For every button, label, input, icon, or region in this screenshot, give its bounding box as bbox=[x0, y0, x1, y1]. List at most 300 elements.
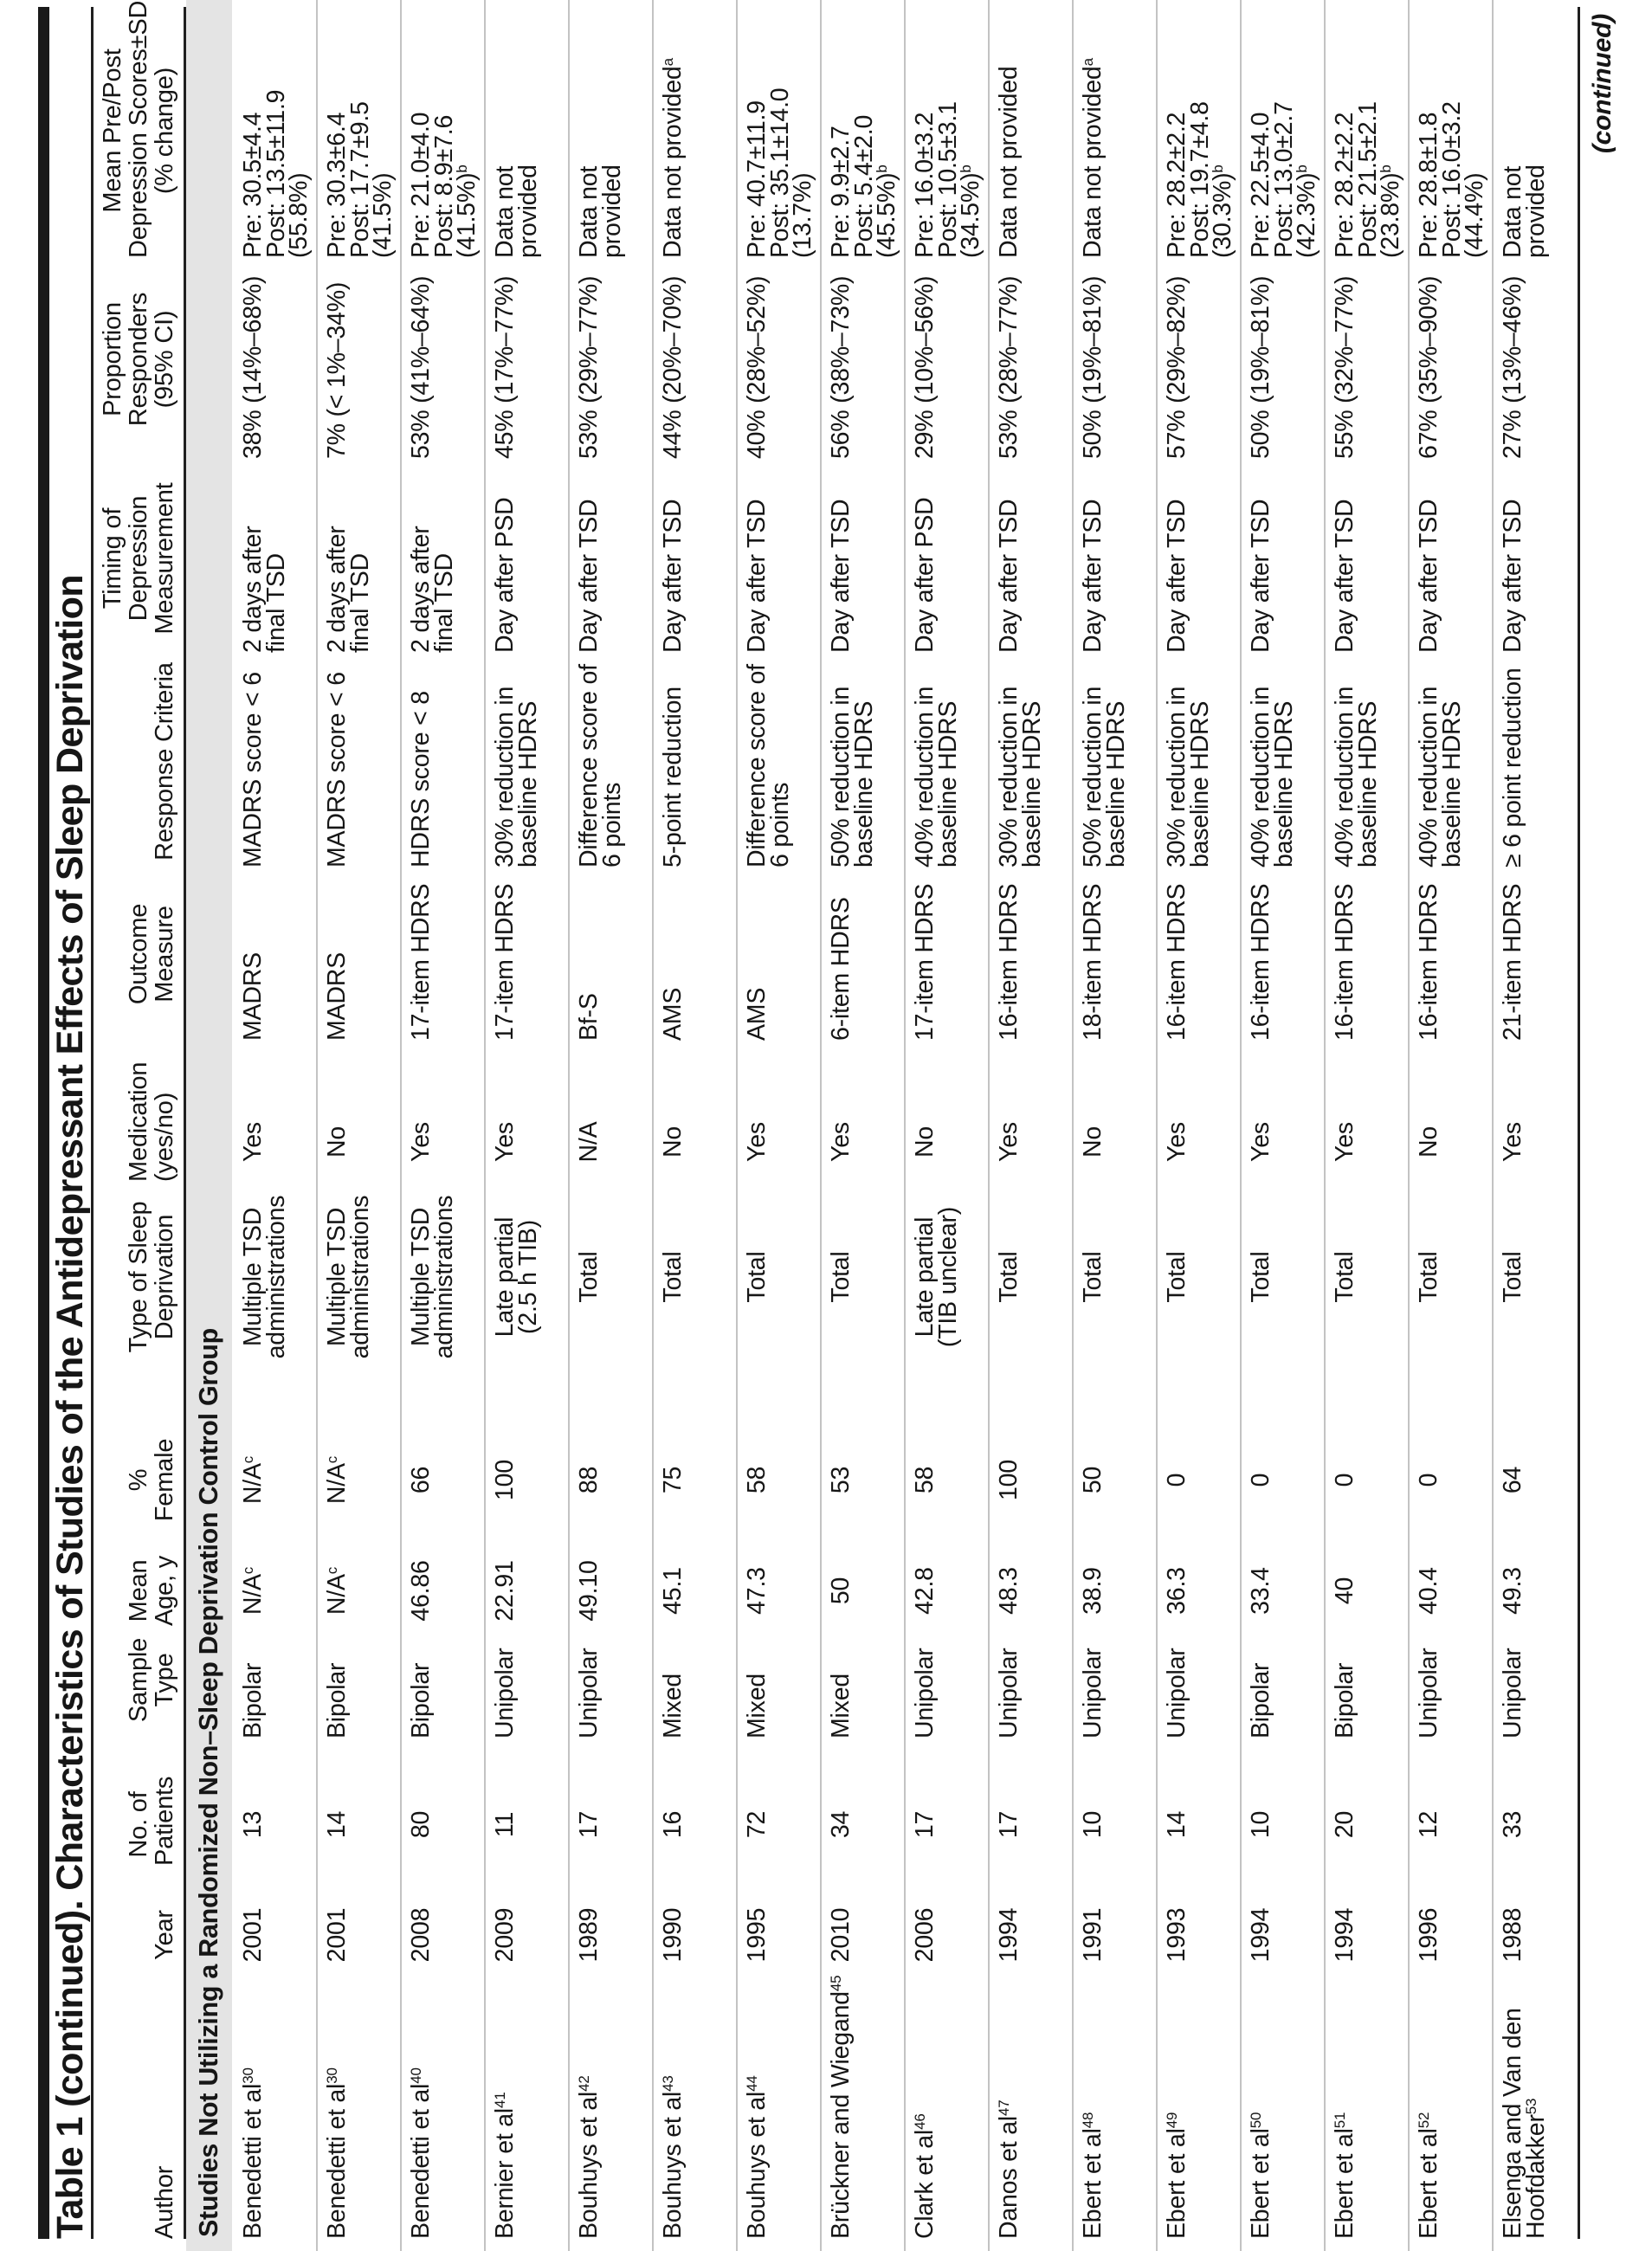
cell-line: 40% reduction in bbox=[1415, 686, 1442, 868]
cell-type bbox=[822, 1186, 853, 1368]
cell-line: Day after TSD bbox=[1163, 499, 1191, 653]
cell-response bbox=[906, 655, 962, 868]
cell-mean bbox=[402, 3, 479, 258]
cell-year bbox=[1074, 1896, 1105, 1974]
cell-response bbox=[1242, 655, 1298, 868]
cell-line: $(45.5\%)^b$ bbox=[873, 164, 900, 258]
cell-line: 10 bbox=[1247, 1810, 1274, 1839]
cell-type bbox=[570, 1186, 601, 1368]
cell-line: Yes bbox=[1247, 1122, 1274, 1162]
cell-year bbox=[1158, 1896, 1189, 1974]
column-header-response bbox=[94, 655, 184, 868]
cell-mean bbox=[1410, 3, 1487, 258]
cell-med bbox=[1326, 1102, 1357, 1182]
cell-author bbox=[906, 1945, 937, 2239]
cell-mean bbox=[1074, 3, 1105, 258]
cell-line: Pre: 28.2±2.2 bbox=[1331, 112, 1358, 258]
cell-med bbox=[822, 1102, 853, 1182]
cell-line: Data not provided bbox=[995, 66, 1023, 258]
cell-outcome bbox=[486, 868, 517, 1041]
cell-sample bbox=[234, 1622, 265, 1738]
superscript-ref: c bbox=[324, 1455, 340, 1464]
cell-author bbox=[1326, 1945, 1357, 2239]
cell-line: $(23.8\%)^b$ bbox=[1377, 164, 1404, 258]
cell-year bbox=[990, 1896, 1021, 1974]
cell-n bbox=[402, 1783, 433, 1866]
cell-line: Pre: 30.3±6.4 bbox=[323, 112, 351, 258]
cell-line: Multiple TSD bbox=[407, 1207, 435, 1347]
cell-line: 53 bbox=[827, 1466, 855, 1494]
cell-response bbox=[570, 655, 626, 868]
cell-line: AMS bbox=[659, 987, 687, 1041]
cell-line: Day after TSD bbox=[1499, 499, 1526, 653]
table-bottom-rule bbox=[1578, 7, 1580, 2239]
cell-author bbox=[1410, 1945, 1441, 2239]
cell-line: 40 bbox=[1331, 1577, 1358, 1605]
cell-type bbox=[990, 1186, 1021, 1368]
cell-line: Benedetti et $al^{30}$ bbox=[239, 2067, 267, 2239]
cell-mean bbox=[1158, 3, 1235, 258]
cell-line: (44.4%) bbox=[1461, 172, 1488, 258]
cell-year bbox=[1326, 1896, 1357, 1974]
cell-line: Mean bbox=[125, 1559, 152, 1622]
cell-outcome bbox=[1326, 868, 1357, 1041]
cell-line: No bbox=[323, 1126, 351, 1158]
cell-line: Day after PSD bbox=[491, 497, 519, 653]
cell-line: Yes bbox=[1331, 1122, 1358, 1162]
superscript-ref: 43 bbox=[660, 2075, 676, 2092]
cell-line: 34 bbox=[827, 1810, 855, 1839]
cell-year bbox=[654, 1896, 685, 1974]
cell-line: $(30.3\%)^b$ bbox=[1209, 164, 1236, 258]
cell-line: Post: 5.4±2.0 bbox=[849, 114, 878, 258]
cell-line: 88 bbox=[575, 1466, 603, 1494]
superscript-ref: 40 bbox=[408, 2067, 424, 2084]
cell-line: Unipolar bbox=[1499, 1648, 1526, 1738]
cell-line: 72 bbox=[743, 1810, 771, 1839]
cell-response bbox=[1158, 655, 1214, 868]
cell-line: 0 bbox=[1163, 1473, 1191, 1487]
cell-line: Bipolar bbox=[239, 1662, 267, 1738]
cell-line: Post: 10.5±3.1 bbox=[933, 101, 962, 258]
superscript-ref: b bbox=[454, 164, 470, 173]
superscript-ref: 49 bbox=[1164, 2112, 1180, 2129]
cell-line: Pre: 16.0±3.2 bbox=[911, 112, 939, 258]
cell-line: Unipolar bbox=[995, 1648, 1023, 1738]
cell-line: Post: 35.1±14.0 bbox=[765, 87, 794, 258]
cell-line: 7% (< 1%–34%) bbox=[323, 281, 351, 459]
cell-line: 2 days after bbox=[407, 526, 435, 653]
cell-outcome bbox=[318, 868, 349, 1041]
cell-line: 57% (29%–82%) bbox=[1163, 275, 1191, 459]
cell-line: 58 bbox=[911, 1466, 939, 1494]
cell-timing bbox=[822, 464, 853, 653]
cell-sample bbox=[990, 1622, 1021, 1738]
column-header-age bbox=[94, 1545, 184, 1636]
cell-outcome bbox=[654, 868, 685, 1041]
cell-year bbox=[822, 1896, 853, 1974]
cell-line: 100 bbox=[491, 1460, 519, 1500]
cell-age bbox=[1158, 1545, 1189, 1636]
cell-line: Day after TSD bbox=[995, 499, 1023, 653]
table-row bbox=[1074, 0, 1158, 2251]
cell-line: Author bbox=[151, 2165, 178, 2239]
cell-author bbox=[738, 1945, 769, 2239]
cell-author bbox=[1242, 1945, 1273, 2239]
cell-line: Yes bbox=[1163, 1122, 1191, 1162]
cell-line: Day after PSD bbox=[911, 497, 939, 653]
cell-female bbox=[1074, 1435, 1105, 1525]
cell-prop bbox=[1158, 260, 1189, 459]
cell-mean bbox=[906, 3, 983, 258]
cell-age bbox=[738, 1545, 769, 1636]
cell-line: 17-item HDRS bbox=[407, 883, 435, 1041]
cell-line: Total bbox=[1247, 1251, 1274, 1303]
cell-line: 2 days after bbox=[239, 526, 267, 653]
cell-line: Unipolar bbox=[1163, 1648, 1191, 1738]
superscript-ref: c bbox=[240, 1455, 256, 1464]
cell-line: 1991 bbox=[1079, 1907, 1107, 1963]
cell-year bbox=[234, 1896, 265, 1974]
cell-line: 2010 bbox=[827, 1907, 855, 1963]
cell-line: Depression bbox=[125, 495, 152, 622]
cell-timing bbox=[570, 464, 601, 653]
cell-author bbox=[654, 1945, 685, 2239]
cell-line: Pre: 22.5±4.0 bbox=[1247, 112, 1274, 258]
cell-line: Timing of bbox=[99, 507, 126, 610]
cell-line: Total bbox=[1331, 1251, 1358, 1303]
cell-line: 18-item HDRS bbox=[1079, 883, 1107, 1041]
cell-mean bbox=[234, 3, 311, 258]
cell-line: 0 bbox=[1415, 1473, 1442, 1487]
cell-line: Danos et $al^{47}$ bbox=[995, 2099, 1023, 2239]
cell-age bbox=[318, 1545, 349, 1636]
cell-line: Day after TSD bbox=[1331, 499, 1358, 653]
cell-line: $(41.5\%)^b$ bbox=[453, 164, 481, 258]
cell-line: 1994 bbox=[1331, 1907, 1358, 1963]
cell-line: (yes/no) bbox=[151, 1092, 178, 1182]
cell-response bbox=[822, 655, 878, 868]
cell-outcome bbox=[1074, 868, 1105, 1041]
cell-type bbox=[234, 1186, 290, 1368]
cell-timing bbox=[738, 464, 769, 653]
cell-n bbox=[1494, 1783, 1525, 1866]
cell-line: 2 days after bbox=[323, 526, 351, 653]
cell-line: Medication bbox=[125, 1061, 152, 1182]
cell-sample bbox=[822, 1622, 853, 1738]
cell-n bbox=[1326, 1783, 1357, 1866]
cell-prop bbox=[486, 260, 517, 459]
superscript-ref: b bbox=[874, 164, 890, 173]
cell-mean bbox=[654, 3, 685, 258]
cell-line: 1995 bbox=[743, 1907, 771, 1963]
cell-line: Post: 19.7±4.8 bbox=[1185, 101, 1214, 258]
table-row bbox=[318, 0, 402, 2251]
cell-line: Bf-S bbox=[575, 993, 603, 1041]
cell-med bbox=[402, 1102, 433, 1182]
cell-line: Ebert et $al^{51}$ bbox=[1331, 2112, 1358, 2239]
cell-age bbox=[1074, 1545, 1105, 1636]
cell-line: 1994 bbox=[1247, 1907, 1274, 1963]
cell-line: Ebert et $al^{50}$ bbox=[1247, 2112, 1274, 2239]
cell-line: baseline HDRS bbox=[1437, 700, 1466, 868]
cell-outcome bbox=[822, 868, 853, 1041]
cell-n bbox=[1074, 1783, 1105, 1866]
cell-author bbox=[486, 1945, 517, 2239]
cell-line: Pre: 30.5±4.4 bbox=[239, 112, 267, 258]
cell-response bbox=[486, 655, 542, 868]
cell-line: Total bbox=[659, 1251, 687, 1303]
cell-line: Total bbox=[1079, 1251, 1107, 1303]
cell-line: 14 bbox=[323, 1810, 351, 1839]
cell-line: administrations bbox=[345, 1195, 374, 1359]
cell-line: Data not bbox=[1499, 165, 1526, 258]
cell-line: 6 points bbox=[765, 782, 794, 868]
cell-line: Depression Scores±SD bbox=[125, 0, 152, 258]
cell-line: final TSD bbox=[429, 553, 458, 653]
cell-line: Total bbox=[1415, 1251, 1442, 1303]
cell-line: Patients bbox=[151, 1776, 178, 1866]
cell-line: baseline HDRS bbox=[513, 700, 542, 868]
cell-line: Benedetti et $al^{30}$ bbox=[323, 2067, 351, 2239]
column-header-female bbox=[94, 1435, 184, 1525]
cell-type bbox=[654, 1186, 685, 1368]
cell-age bbox=[654, 1545, 685, 1636]
cell-line: 38.9 bbox=[1079, 1567, 1107, 1615]
cell-mean bbox=[990, 3, 1021, 258]
cell-line: Day after TSD bbox=[743, 499, 771, 653]
cell-response bbox=[1326, 655, 1382, 868]
superscript-ref: 41 bbox=[492, 2092, 508, 2108]
cell-sample bbox=[1158, 1622, 1189, 1738]
cell-age bbox=[570, 1545, 601, 1636]
cell-line: Difference score of bbox=[743, 664, 771, 868]
cell-outcome bbox=[1242, 868, 1273, 1041]
cell-author bbox=[318, 1945, 349, 2239]
cell-female bbox=[1158, 1435, 1189, 1525]
cell-sample bbox=[402, 1622, 433, 1738]
cell-line: 2009 bbox=[491, 1907, 519, 1963]
cell-line: Ebert et $al^{49}$ bbox=[1163, 2112, 1191, 2239]
cell-line: (55.8%) bbox=[285, 172, 313, 258]
cell-sample bbox=[738, 1622, 769, 1738]
cell-age bbox=[822, 1545, 853, 1636]
cell-line: 58 bbox=[743, 1466, 771, 1494]
header-row bbox=[94, 0, 184, 2251]
cell-line: Post: 21.5±2.1 bbox=[1353, 101, 1382, 258]
cell-line: 50% (19%–81%) bbox=[1079, 275, 1107, 459]
cell-outcome bbox=[738, 868, 769, 1041]
cell-line: Benedetti et $al^{40}$ bbox=[407, 2067, 435, 2239]
cell-line: Responders bbox=[125, 292, 152, 427]
cell-line: Late partial bbox=[911, 1216, 939, 1338]
cell-line: 55% (32%–77%) bbox=[1331, 275, 1358, 459]
cell-line: 16-item HDRS bbox=[1247, 883, 1274, 1041]
cell-n bbox=[906, 1783, 937, 1866]
cell-type bbox=[1326, 1186, 1357, 1368]
cell-med bbox=[1410, 1102, 1441, 1182]
cell-year bbox=[402, 1896, 433, 1974]
cell-type bbox=[1074, 1186, 1105, 1368]
cell-year bbox=[486, 1896, 517, 1974]
cell-line: (13.7%) bbox=[789, 172, 816, 258]
cell-response bbox=[654, 655, 685, 868]
title-divider-rule bbox=[91, 7, 94, 2239]
superscript-ref: 45 bbox=[828, 1975, 844, 1992]
cell-n bbox=[234, 1783, 265, 1866]
cell-n bbox=[570, 1783, 601, 1866]
cell-line: 53% (29%–77%) bbox=[575, 275, 603, 459]
cell-line: 1994 bbox=[995, 1907, 1023, 1963]
column-header-timing bbox=[94, 464, 184, 653]
cell-line: 17 bbox=[575, 1810, 603, 1839]
cell-line: Yes bbox=[407, 1122, 435, 1162]
cell-line: 36.3 bbox=[1163, 1567, 1191, 1615]
cell-author bbox=[234, 1945, 265, 2239]
cell-line: 64 bbox=[1499, 1466, 1526, 1494]
cell-line: 17 bbox=[995, 1810, 1023, 1839]
cell-med bbox=[1158, 1102, 1189, 1182]
cell-line: ≥ 6 point reduction bbox=[1499, 668, 1526, 868]
cell-sample bbox=[1494, 1622, 1525, 1738]
cell-prop bbox=[990, 260, 1021, 459]
cell-n bbox=[990, 1783, 1021, 1866]
cell-line: 17 bbox=[911, 1810, 939, 1839]
cell-line: Pre: 9.9±2.7 bbox=[827, 126, 855, 258]
cell-line: final TSD bbox=[345, 553, 374, 653]
cell-age bbox=[234, 1545, 265, 1636]
cell-line: Hoofdakker$^{53}$ bbox=[1521, 2098, 1550, 2239]
superscript-ref: b bbox=[958, 164, 974, 173]
cell-line: Bipolar bbox=[407, 1662, 435, 1738]
column-header-med bbox=[94, 1061, 184, 1182]
cell-line: $N/A^c$ bbox=[239, 1455, 267, 1505]
cell-line: baseline HDRS bbox=[1017, 700, 1046, 868]
cell-line: Yes bbox=[743, 1122, 771, 1162]
cell-line: Ebert et $al^{52}$ bbox=[1415, 2112, 1442, 2239]
cell-type bbox=[318, 1186, 374, 1368]
superscript-ref: 52 bbox=[1416, 2112, 1432, 2129]
table-row bbox=[738, 0, 822, 2251]
cell-line: Mixed bbox=[827, 1673, 855, 1738]
superscript-ref: b bbox=[1294, 164, 1310, 173]
cell-line: Brückner and Wiegand$^{45}$ bbox=[827, 1975, 855, 2239]
cell-female bbox=[738, 1435, 769, 1525]
superscript-ref: 47 bbox=[996, 2099, 1012, 2117]
table-row bbox=[1242, 0, 1326, 2251]
cell-line: Total bbox=[743, 1251, 771, 1303]
cell-med bbox=[318, 1102, 349, 1182]
cell-line: $(42.3\%)^b$ bbox=[1293, 164, 1320, 258]
cell-timing bbox=[1242, 464, 1273, 653]
cell-sample bbox=[1074, 1622, 1105, 1738]
cell-line: Mean Pre/Post bbox=[99, 48, 126, 213]
cell-year bbox=[738, 1896, 769, 1974]
table-row bbox=[906, 0, 990, 2251]
cell-year bbox=[906, 1896, 937, 1974]
cell-line: MADRS score < 6 bbox=[323, 672, 351, 868]
cell-line: 5-point reduction bbox=[659, 687, 687, 868]
cell-n bbox=[1242, 1783, 1273, 1866]
cell-line: Post: 13.5±11.9 bbox=[261, 89, 290, 258]
cell-line: baseline HDRS bbox=[849, 700, 878, 868]
cell-n bbox=[1158, 1783, 1189, 1866]
cell-line: 66 bbox=[407, 1466, 435, 1494]
column-header-author bbox=[94, 1945, 184, 2239]
table-row bbox=[570, 0, 654, 2251]
cell-line: Data not bbox=[575, 165, 603, 258]
cell-prop bbox=[1074, 260, 1105, 459]
cell-mean bbox=[822, 3, 899, 258]
cell-author bbox=[822, 1945, 853, 2239]
cell-line: baseline HDRS bbox=[933, 700, 962, 868]
cell-line: Female bbox=[151, 1438, 178, 1522]
cell-line: Total bbox=[1163, 1251, 1191, 1303]
cell-type bbox=[1410, 1186, 1441, 1368]
table-row bbox=[1158, 0, 1242, 2251]
cell-line: 50% (19%–81%) bbox=[1247, 275, 1274, 459]
cell-age bbox=[486, 1545, 517, 1636]
cell-outcome bbox=[234, 868, 265, 1041]
cell-female bbox=[822, 1435, 853, 1525]
cell-line: Difference score of bbox=[575, 664, 603, 868]
cell-line: Deprivation bbox=[151, 1214, 178, 1340]
cell-age bbox=[1242, 1545, 1273, 1636]
cell-line: Yes bbox=[995, 1122, 1023, 1162]
cell-prop bbox=[318, 260, 349, 459]
column-header-mean bbox=[94, 0, 184, 258]
cell-line: Unipolar bbox=[1415, 1648, 1442, 1738]
cell-line: Pre: 40.7±11.9 bbox=[743, 100, 771, 258]
cell-author bbox=[1074, 1945, 1105, 2239]
cell-female bbox=[906, 1435, 937, 1525]
cell-line: 56% (38%–73%) bbox=[827, 275, 855, 459]
cell-prop bbox=[1494, 260, 1525, 459]
cell-line: 0 bbox=[1247, 1473, 1274, 1487]
cell-line: No bbox=[659, 1126, 687, 1158]
cell-timing bbox=[234, 464, 290, 653]
cell-line: 40% reduction in bbox=[1331, 686, 1358, 868]
cell-age bbox=[1410, 1545, 1441, 1636]
cell-author bbox=[990, 1945, 1021, 2239]
cell-outcome bbox=[990, 868, 1021, 1041]
cell-sample bbox=[1242, 1622, 1273, 1738]
cell-line: Unipolar bbox=[1079, 1648, 1107, 1738]
cell-n bbox=[486, 1783, 517, 1866]
cell-mean bbox=[1242, 3, 1319, 258]
cell-line: 2008 bbox=[407, 1907, 435, 1963]
cell-line: MADRS bbox=[239, 952, 267, 1041]
cell-line: Clark et $al^{46}$ bbox=[911, 2113, 939, 2239]
cell-timing bbox=[990, 464, 1021, 653]
cell-prop bbox=[234, 260, 265, 459]
cell-line: 49.10 bbox=[575, 1560, 603, 1622]
cell-female bbox=[1242, 1435, 1273, 1525]
cell-line: baseline HDRS bbox=[1185, 700, 1214, 868]
cell-sample bbox=[1410, 1622, 1441, 1738]
cell-line: 50 bbox=[1079, 1466, 1107, 1494]
cell-line: Total bbox=[995, 1251, 1023, 1303]
cell-type bbox=[402, 1186, 458, 1368]
cell-female bbox=[990, 1435, 1021, 1525]
cell-line: Outcome bbox=[125, 903, 152, 1005]
cell-line: (TIB unclear) bbox=[933, 1206, 962, 1348]
cell-response bbox=[738, 655, 794, 868]
superscript-ref: 30 bbox=[240, 2067, 256, 2084]
cell-med bbox=[570, 1102, 601, 1182]
cell-n bbox=[654, 1783, 685, 1866]
cell-female bbox=[1410, 1435, 1441, 1525]
